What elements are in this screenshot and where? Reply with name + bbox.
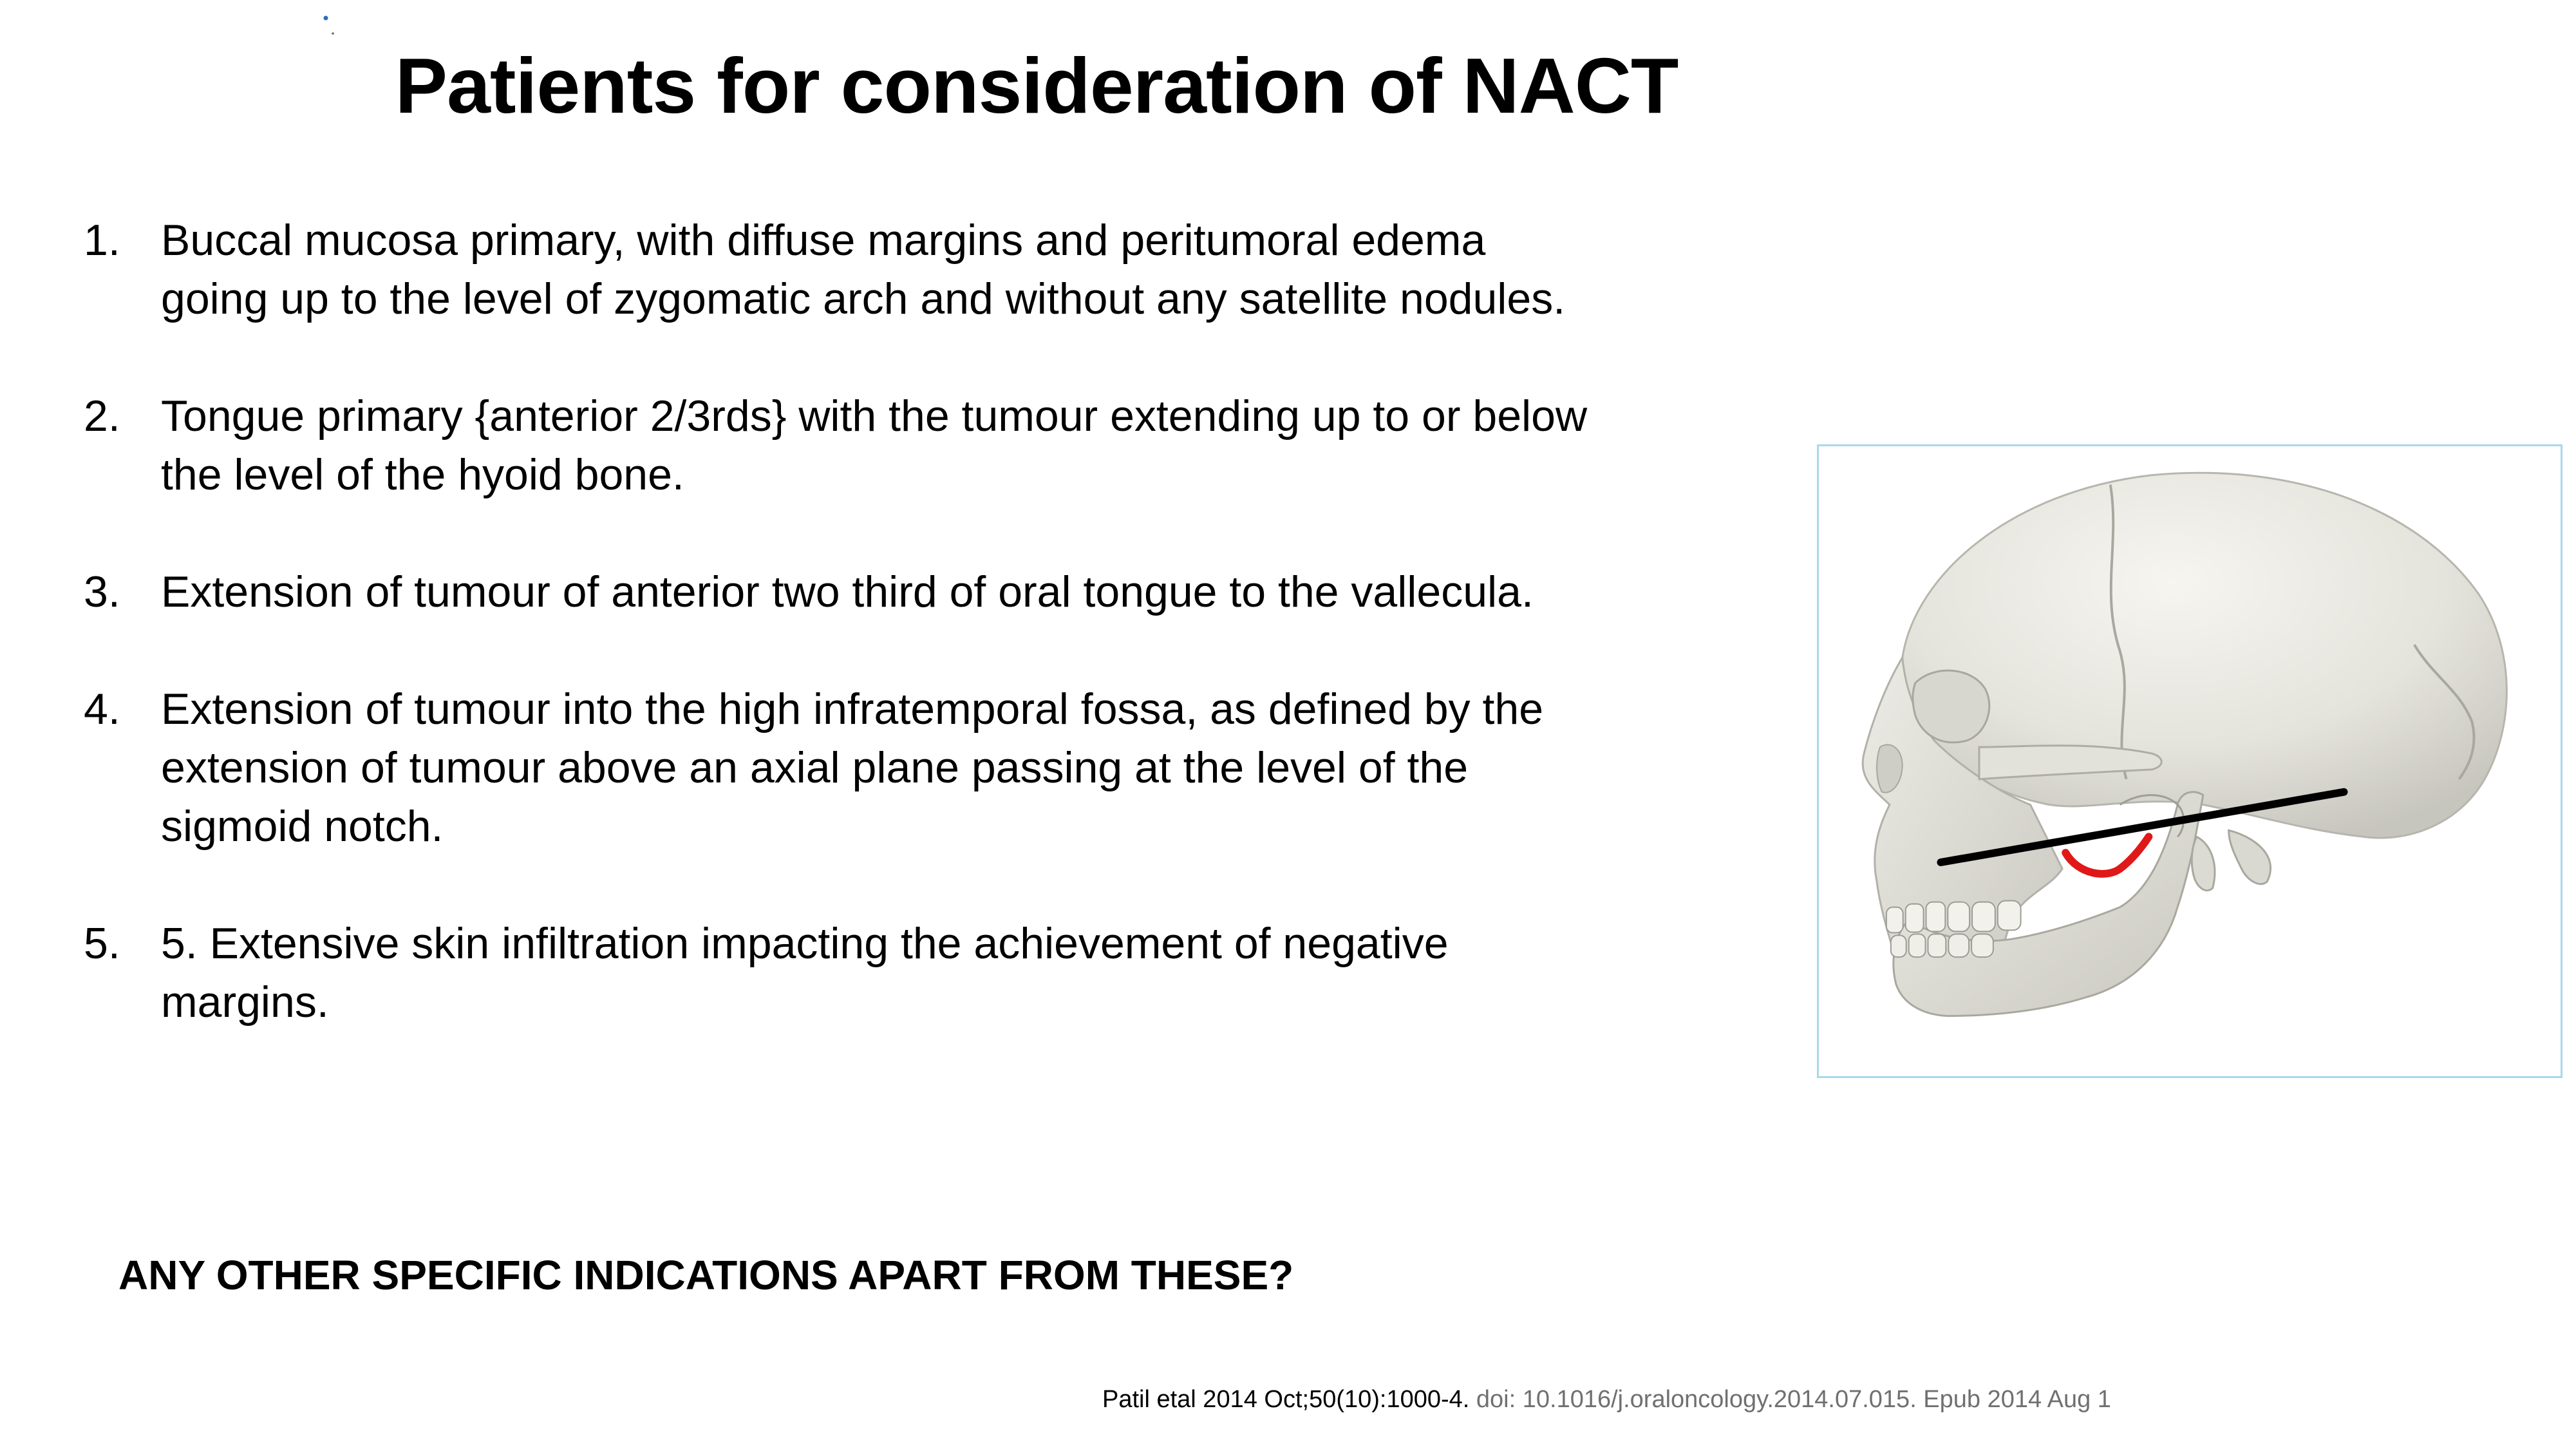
citation-doi: doi: 10.1016/j.oraloncology.2014.07.015. Epub 2014 Aug 1 [1469,1386,2111,1413]
skull-image-frame [1817,444,2562,1078]
citation [1102,1383,2111,1416]
criteria-number: 1. [84,216,120,265]
criteria-text: Buccal mucosa primary, with diffuse margins and peritumoral edema going up to the level of zygomatic arch and without any satellite nodules. [161,216,1566,323]
skull-lateral-view-icon [1819,446,2561,1076]
citation-source: Patil etal 2014 Oct;50(10):1000-4. [1102,1386,1470,1413]
criteria-text: Extension of tumour of anterior two third of oral tongue to the vallecula. [161,567,1534,616]
criteria-text: Extension of tumour into the high infratemporal fossa, as defined by the extension of tumour above an axial plane passing at the level of the sigmoid notch. [161,685,1544,851]
criteria-text: Tongue primary {anterior 2/3rds} with the tumour extending up to or below the level of the hyoid bone. [161,392,1588,499]
corner-dots-decoration [323,14,336,40]
criteria-item [84,680,1590,856]
criteria-number: 2. [84,392,120,440]
criteria-number: 3. [84,567,120,616]
criteria-list [84,211,1590,1090]
slide-title: Patients for consideration of NACT [395,42,1678,129]
criteria-item [84,563,1590,621]
criteria-number: 5. [84,919,120,968]
criteria-item [84,914,1590,1032]
closing-question: ANY OTHER SPECIFIC INDICATIONS APART FROM THESE? [118,1252,1294,1298]
criteria-text: 5. Extensive skin infiltration impacting the achievement of negative margins. [161,919,1449,1027]
criteria-number: 4. [84,685,120,734]
criteria-item [84,387,1590,504]
criteria-item [84,211,1590,328]
sigmoid-notch-highlight [2065,837,2148,874]
